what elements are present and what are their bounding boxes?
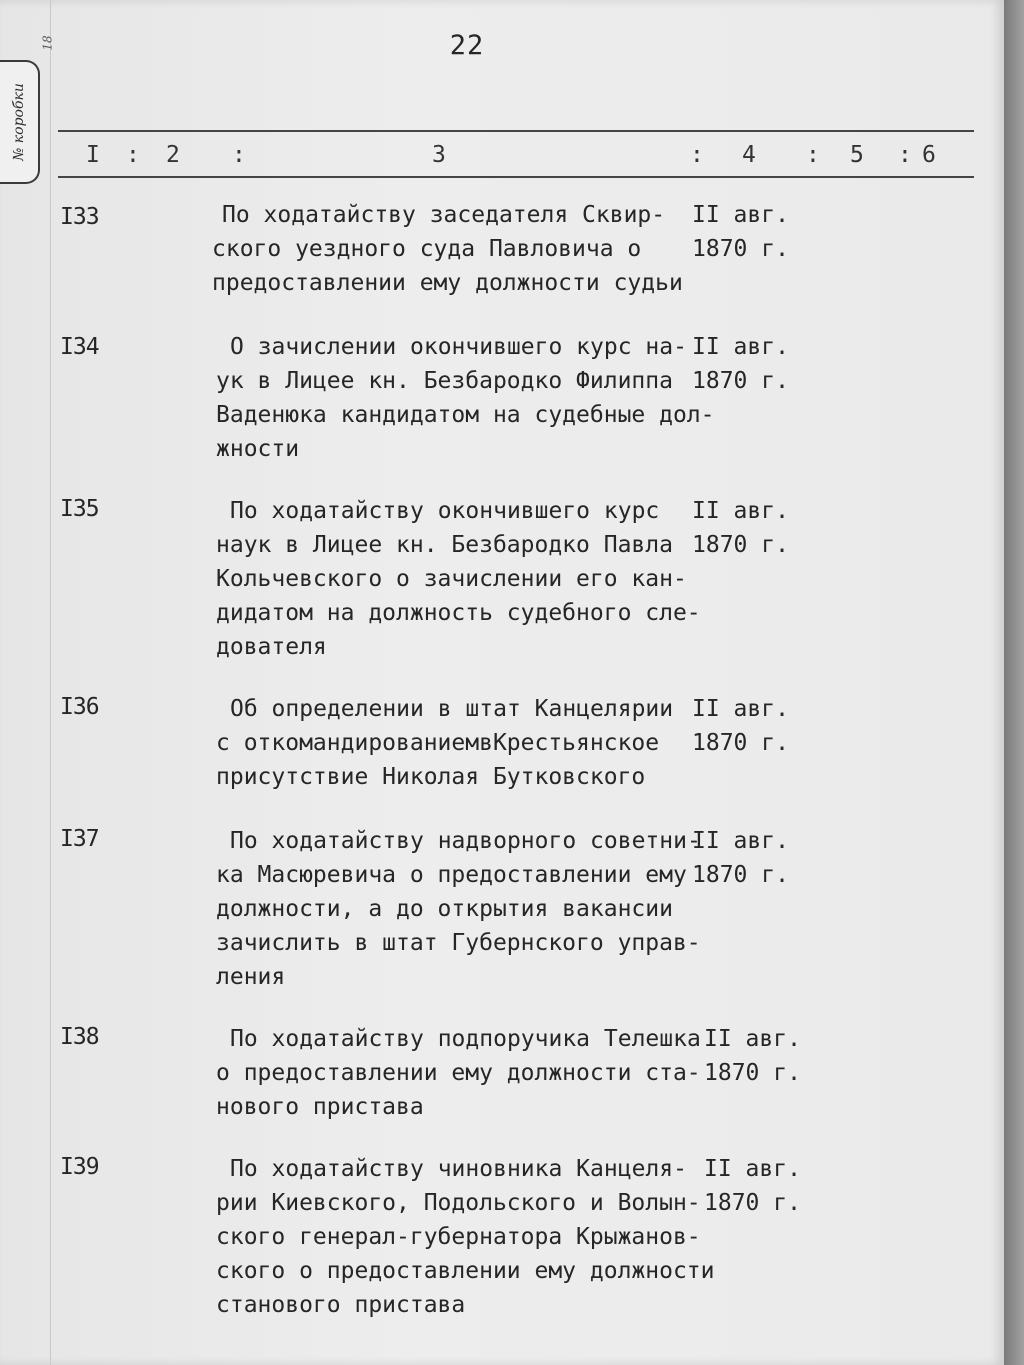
column-header-6: 6 (922, 142, 936, 168)
entry-description: По ходатайству окончившего курс наук в Лицее кн. Безбародко Павла Кольчевского о зачислении его кан- дидатом на должность судебного сле- дователя (216, 498, 701, 660)
entry-number: I33 (60, 204, 99, 230)
entry-number: I34 (60, 334, 99, 360)
entry-description: О зачислении окончившего курс на- ук в Лицее кн. Безбародко Филиппа Ваденюка кандидатом на судебные дол- жности (216, 334, 715, 462)
entry-date: II авг. 1870 г. (692, 498, 789, 558)
entry-description: По ходатайству заседателя Сквир- ского уездного суда Павловича о предоставлении ему должности судьи (212, 202, 683, 296)
entry-number: I36 (60, 694, 99, 720)
box-number: 18 (40, 35, 55, 51)
entry-description: По ходатайству подпоручика Телешка о предоставлении ему должности ста- нового пристава (216, 1026, 701, 1120)
entry-date: II авг. 1870 г. (704, 1026, 801, 1086)
box-label-text: № коробки (11, 83, 27, 161)
column-separator: : (806, 142, 820, 168)
page-number: 22 (449, 30, 485, 61)
entry-date: II авг. 1870 г. (692, 696, 789, 756)
entry-number: I39 (60, 1154, 99, 1180)
column-header-5: 5 (850, 142, 864, 168)
entry-date: II авг. 1870 г. (692, 334, 789, 394)
entry-number: I38 (60, 1024, 99, 1050)
table-header-bottom-rule (58, 176, 974, 178)
entry-date: II авг. 1870 г. (692, 828, 789, 888)
entry-number: I37 (60, 826, 99, 852)
entry-date: II авг. 1870 г. (692, 202, 789, 262)
column-header-2: 2 (166, 142, 180, 168)
column-header-1: I (86, 142, 100, 168)
entry-description: По ходатайству надворного советни- ка Масюревича о предоставлении ему должности, а до открытия вакансии зачислить в штат Губернского управ- ления (216, 828, 701, 990)
column-header-4: 4 (742, 142, 756, 168)
column-separator: : (232, 142, 246, 168)
table-header-top-rule (58, 130, 974, 132)
box-label-tab (0, 60, 40, 184)
page-edge-shadow (1004, 0, 1024, 1365)
column-header-3: 3 (432, 142, 446, 168)
entry-description: Об определении в штат Канцелярии с откомандированиемвКрестьянское присутствие Николая Бутковского (216, 696, 674, 790)
entry-date: II авг. 1870 г. (704, 1156, 801, 1216)
column-separator: : (690, 142, 704, 168)
column-separator: : (126, 142, 140, 168)
entry-number: I35 (60, 496, 99, 522)
column-separator: : (898, 142, 912, 168)
entry-description: По ходатайству чиновника Канцеля- рии Киевского, Подольского и Волын- ского генерал-губернатора Крыжанов- ского о предоставлении ему должности станового пристава (216, 1156, 715, 1318)
margin-line (50, 0, 51, 1365)
